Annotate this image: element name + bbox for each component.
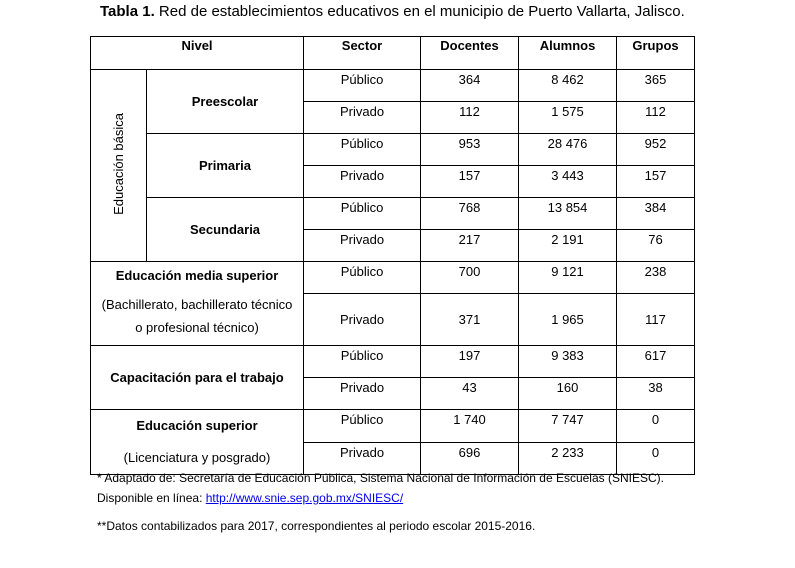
alumnos-cell: 2 233: [519, 442, 617, 475]
alumnos-cell: 9 383: [519, 346, 617, 378]
header-sector: Sector: [304, 37, 421, 70]
grupos-cell: 76: [617, 230, 695, 262]
sector-cell: Privado: [304, 442, 421, 475]
docentes-cell: 700: [421, 262, 519, 294]
capacitacion-label: Capacitación para el trabajo: [91, 346, 304, 410]
basica-cell: [91, 70, 147, 262]
table-notes: [97, 468, 664, 536]
grupos-cell: 117: [617, 294, 695, 346]
docentes-cell: 953: [421, 134, 519, 166]
education-table: [90, 36, 695, 475]
sector-cell: Privado: [304, 378, 421, 410]
docentes-cell: 43: [421, 378, 519, 410]
grupos-cell: 617: [617, 346, 695, 378]
alumnos-cell: 7 747: [519, 410, 617, 443]
alumnos-cell: 28 476: [519, 134, 617, 166]
alumnos-cell: 1 965: [519, 294, 617, 346]
table-row: [91, 262, 695, 294]
grupos-cell: 0: [617, 410, 695, 443]
sector-cell: Privado: [304, 102, 421, 134]
table-row: [91, 346, 695, 378]
docentes-cell: 768: [421, 198, 519, 230]
grupos-cell: 952: [617, 134, 695, 166]
table-row: [91, 198, 695, 230]
header-row: [91, 37, 695, 70]
grupos-cell: 112: [617, 102, 695, 134]
source-note: * Adaptado de: Secretaría de Educación Pública, Sistema Nacional de Información de Escuelas (SNIESC).: [97, 471, 664, 485]
data-note: **Datos contabilizados para 2017, correspondientes al periodo escolar 2015-2016.: [97, 519, 536, 533]
superior-label: Educación superior: [136, 418, 258, 433]
preescolar-label: Preescolar: [147, 70, 304, 134]
docentes-cell: 1 740: [421, 410, 519, 443]
table-title: [100, 3, 685, 20]
table-caption: Red de establecimientos educativos en el municipio de Puerto Vallarta, Jalisco.: [154, 3, 685, 20]
superior-sub: (Licenciatura y posgrado): [123, 450, 271, 465]
media-superior-sub: (Bachillerato, bachillerato técnico o profesional técnico): [101, 297, 293, 335]
grupos-cell: 238: [617, 262, 695, 294]
alumnos-cell: 13 854: [519, 198, 617, 230]
header-nivel: Nivel: [91, 37, 304, 70]
grupos-cell: 365: [617, 70, 695, 102]
grupos-cell: 38: [617, 378, 695, 410]
sector-cell: Público: [304, 262, 421, 294]
sector-cell: Público: [304, 70, 421, 102]
alumnos-cell: 160: [519, 378, 617, 410]
alumnos-cell: 1 575: [519, 102, 617, 134]
sector-cell: Público: [304, 198, 421, 230]
header-alumnos: Alumnos: [519, 37, 617, 70]
alumnos-cell: 9 121: [519, 262, 617, 294]
table-row: [91, 70, 695, 102]
sector-cell: Público: [304, 134, 421, 166]
grupos-cell: 384: [617, 198, 695, 230]
availability-prefix: Disponible en línea:: [97, 491, 206, 505]
basica-label: Educación básica: [111, 113, 126, 215]
sector-cell: Privado: [304, 230, 421, 262]
availability-note: [97, 488, 664, 508]
sector-cell: Público: [304, 410, 421, 443]
docentes-cell: 217: [421, 230, 519, 262]
alumnos-cell: 3 443: [519, 166, 617, 198]
primaria-label: Primaria: [147, 134, 304, 198]
table-row: [91, 134, 695, 166]
sector-cell: Público: [304, 346, 421, 378]
table-number: Tabla 1.: [100, 3, 155, 20]
grupos-cell: 157: [617, 166, 695, 198]
sector-cell: Privado: [304, 166, 421, 198]
superior-cell: [91, 410, 304, 475]
media-superior-label: Educación media superior: [115, 268, 279, 283]
header-grupos: Grupos: [617, 37, 695, 70]
docentes-cell: 371: [421, 294, 519, 346]
docentes-cell: 197: [421, 346, 519, 378]
docentes-cell: 157: [421, 166, 519, 198]
alumnos-cell: 2 191: [519, 230, 617, 262]
docentes-cell: 112: [421, 102, 519, 134]
alumnos-cell: 8 462: [519, 70, 617, 102]
secundaria-label: Secundaria: [147, 198, 304, 262]
sector-cell: Privado: [304, 294, 421, 346]
grupos-cell: 0: [617, 442, 695, 475]
source-link[interactable]: http://www.snie.sep.gob.mx/SNIESC/: [205, 491, 404, 505]
media-superior-cell: [91, 262, 304, 346]
docentes-cell: 696: [421, 442, 519, 475]
header-docentes: Docentes: [421, 37, 519, 70]
docentes-cell: 364: [421, 70, 519, 102]
table-row: [91, 410, 695, 443]
